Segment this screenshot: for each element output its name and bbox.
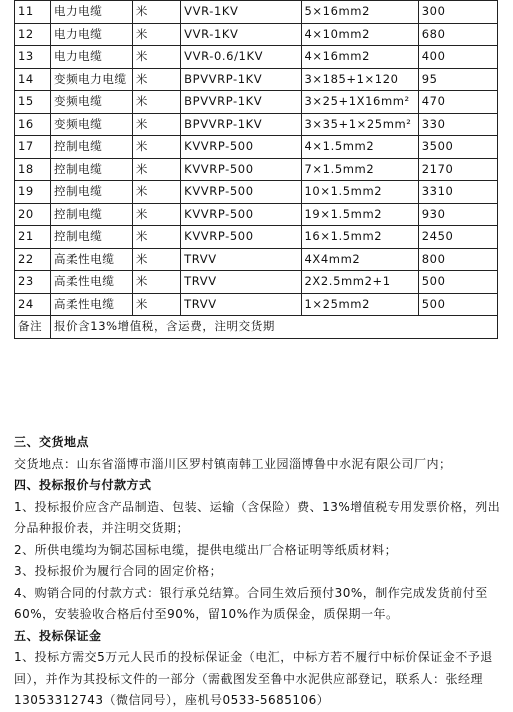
quantity-cell: 500 xyxy=(418,271,497,294)
row-number-cell: 12 xyxy=(15,23,51,46)
cable-name-cell: 变频电力电缆 xyxy=(50,68,132,91)
unit-cell: 米 xyxy=(132,181,180,204)
cable-model-cell: TRVV xyxy=(181,248,301,271)
cable-model-cell: BPVVRP-1KV xyxy=(181,113,301,136)
cable-model-cell: KVVRP-500 xyxy=(181,181,301,204)
unit-cell: 米 xyxy=(132,248,180,271)
section-5-heading: 五、投标保证金 xyxy=(14,628,102,643)
cable-name-cell: 控制电缆 xyxy=(50,181,132,204)
quantity-cell: 95 xyxy=(418,68,497,91)
unit-cell: 米 xyxy=(132,158,180,181)
cable-name-cell: 电力电缆 xyxy=(50,46,132,69)
table-row xyxy=(15,203,498,226)
row-number-cell: 13 xyxy=(15,46,51,69)
cable-name-cell: 变频电缆 xyxy=(50,91,132,114)
cable-name-cell: 控制电缆 xyxy=(50,226,132,249)
quantity-cell: 2450 xyxy=(418,226,497,249)
cable-model-cell: TRVV xyxy=(181,271,301,294)
cable-spec-cell: 19×1.5mm2 xyxy=(301,203,418,226)
cable-model-cell: BPVVRP-1KV xyxy=(181,91,301,114)
cable-spec-cell: 4×1.5mm2 xyxy=(301,136,418,159)
quantity-cell: 400 xyxy=(418,46,497,69)
quantity-cell: 930 xyxy=(418,203,497,226)
row-number-cell: 11 xyxy=(15,1,51,24)
unit-cell: 米 xyxy=(132,203,180,226)
cable-name-cell: 高柔性电缆 xyxy=(50,248,132,271)
row-number-cell: 18 xyxy=(15,158,51,181)
cable-name-cell: 电力电缆 xyxy=(50,23,132,46)
unit-cell: 米 xyxy=(132,23,180,46)
cable-name-cell: 高柔性电缆 xyxy=(50,271,132,294)
cable-model-cell: VVR-0.6/1KV xyxy=(181,46,301,69)
note-row xyxy=(15,316,498,339)
row-number-cell: 20 xyxy=(15,203,51,226)
note-text: 报价含13%增值税，含运费，注明交货期 xyxy=(50,316,497,339)
quantity-cell: 3310 xyxy=(418,181,497,204)
cable-name-cell: 控制电缆 xyxy=(50,203,132,226)
cable-spec-cell: 4×10mm2 xyxy=(301,23,418,46)
cable-name-cell: 控制电缆 xyxy=(50,158,132,181)
cable-model-cell: VVR-1KV xyxy=(181,1,301,24)
section-3-heading: 三、交货地点 xyxy=(14,435,90,449)
unit-cell: 米 xyxy=(132,113,180,136)
cable-spec-cell: 1×25mm2 xyxy=(301,293,418,316)
cable-name-cell: 电力电缆 xyxy=(50,1,132,24)
quantity-cell: 470 xyxy=(418,91,497,114)
row-number-cell: 22 xyxy=(15,248,51,271)
table-row xyxy=(15,68,498,91)
table-row xyxy=(15,23,498,46)
cable-name-cell: 高柔性电缆 xyxy=(50,293,132,316)
unit-cell: 米 xyxy=(132,136,180,159)
table-body xyxy=(15,1,498,339)
table-row xyxy=(15,91,498,114)
quote-requirement-1: 1、投标报价应含产品制造、包装、运输（含保险）费、13%增值税专用发票价格，列出分品种报价表，并注明交货期； xyxy=(14,499,501,535)
table-row xyxy=(15,293,498,316)
quantity-cell: 2170 xyxy=(418,158,497,181)
unit-cell: 米 xyxy=(132,68,180,91)
unit-cell: 米 xyxy=(132,1,180,24)
cable-spec-cell: 7×1.5mm2 xyxy=(301,158,418,181)
quantity-cell: 680 xyxy=(418,23,497,46)
cable-model-cell: BPVVRP-1KV xyxy=(181,68,301,91)
quantity-cell: 300 xyxy=(418,1,497,24)
row-number-cell: 16 xyxy=(15,113,51,136)
table-row xyxy=(15,158,498,181)
section-4-heading: 四、投标报价与付款方式 xyxy=(14,478,152,492)
cable-spec-cell: 3×185+1×120 xyxy=(301,68,418,91)
cable-spec-cell: 4×16mm2 xyxy=(301,46,418,69)
table-row xyxy=(15,113,498,136)
payment-terms: 4、购销合同的付款方式：银行承兑结算。合同生效后预付30%，制作完成发货前付至60%，安装验收合格后付至90%，留10%作为质保金，质保期一年。 xyxy=(14,585,488,621)
cable-spec-cell: 4X4mm2 xyxy=(301,248,418,271)
table-row xyxy=(15,271,498,294)
quantity-cell: 3500 xyxy=(418,136,497,159)
unit-cell: 米 xyxy=(132,271,180,294)
row-number-cell: 14 xyxy=(15,68,51,91)
tender-text xyxy=(14,432,502,712)
table-row xyxy=(15,46,498,69)
cable-spec-cell: 2X2.5mm2+1 xyxy=(301,271,418,294)
cable-model-cell: KVVRP-500 xyxy=(181,226,301,249)
table-row xyxy=(15,1,498,24)
deposit-requirement-1: 1、投标方需交5万元人民币的投标保证金（电汇，中标方若不履行中标价保证金不予退回），并作为其投标文件的一部分（需截图发至鲁中水泥供应部登记，联系人：张经理13053312743（微信同号），座机号0533-5685106） xyxy=(14,650,493,707)
quantity-cell: 500 xyxy=(418,293,497,316)
quote-requirement-3: 3、投标报价为履行合同的固定价格； xyxy=(14,564,223,578)
table-row xyxy=(15,136,498,159)
cable-name-cell: 控制电缆 xyxy=(50,136,132,159)
unit-cell: 米 xyxy=(132,226,180,249)
quote-requirement-2: 2、所供电缆均为铜芯国标电缆，提供电缆出厂合格证明等纸质材料； xyxy=(14,542,398,557)
cable-model-cell: KVVRP-500 xyxy=(181,136,301,159)
cable-spec-table xyxy=(14,0,498,339)
cable-spec-cell: 3×35+1×25mm² xyxy=(301,113,418,136)
table-row xyxy=(15,181,498,204)
cable-model-cell: VVR-1KV xyxy=(181,23,301,46)
note-label: 备注 xyxy=(15,316,51,339)
row-number-cell: 17 xyxy=(15,136,51,159)
row-number-cell: 21 xyxy=(15,226,51,249)
cable-spec-cell: 16×1.5mm2 xyxy=(301,226,418,249)
quantity-cell: 800 xyxy=(418,248,497,271)
cable-model-cell: KVVRP-500 xyxy=(181,158,301,181)
delivery-location-text: 交货地点：山东省淄博市淄川区罗村镇南韩工业园淄博鲁中水泥有限公司厂内； xyxy=(14,456,452,471)
cable-spec-cell: 3×25+1X16mm² xyxy=(301,91,418,114)
unit-cell: 米 xyxy=(132,293,180,316)
unit-cell: 米 xyxy=(132,91,180,114)
row-number-cell: 15 xyxy=(15,91,51,114)
cable-model-cell: KVVRP-500 xyxy=(181,203,301,226)
quantity-cell: 330 xyxy=(418,113,497,136)
cable-model-cell: TRVV xyxy=(181,293,301,316)
cable-name-cell: 变频电缆 xyxy=(50,113,132,136)
table-row xyxy=(15,226,498,249)
row-number-cell: 19 xyxy=(15,181,51,204)
table-row xyxy=(15,248,498,271)
unit-cell: 米 xyxy=(132,46,180,69)
row-number-cell: 24 xyxy=(15,293,51,316)
cable-spec-cell: 10×1.5mm2 xyxy=(301,181,418,204)
row-number-cell: 23 xyxy=(15,271,51,294)
cable-spec-cell: 5×16mm2 xyxy=(301,1,418,24)
